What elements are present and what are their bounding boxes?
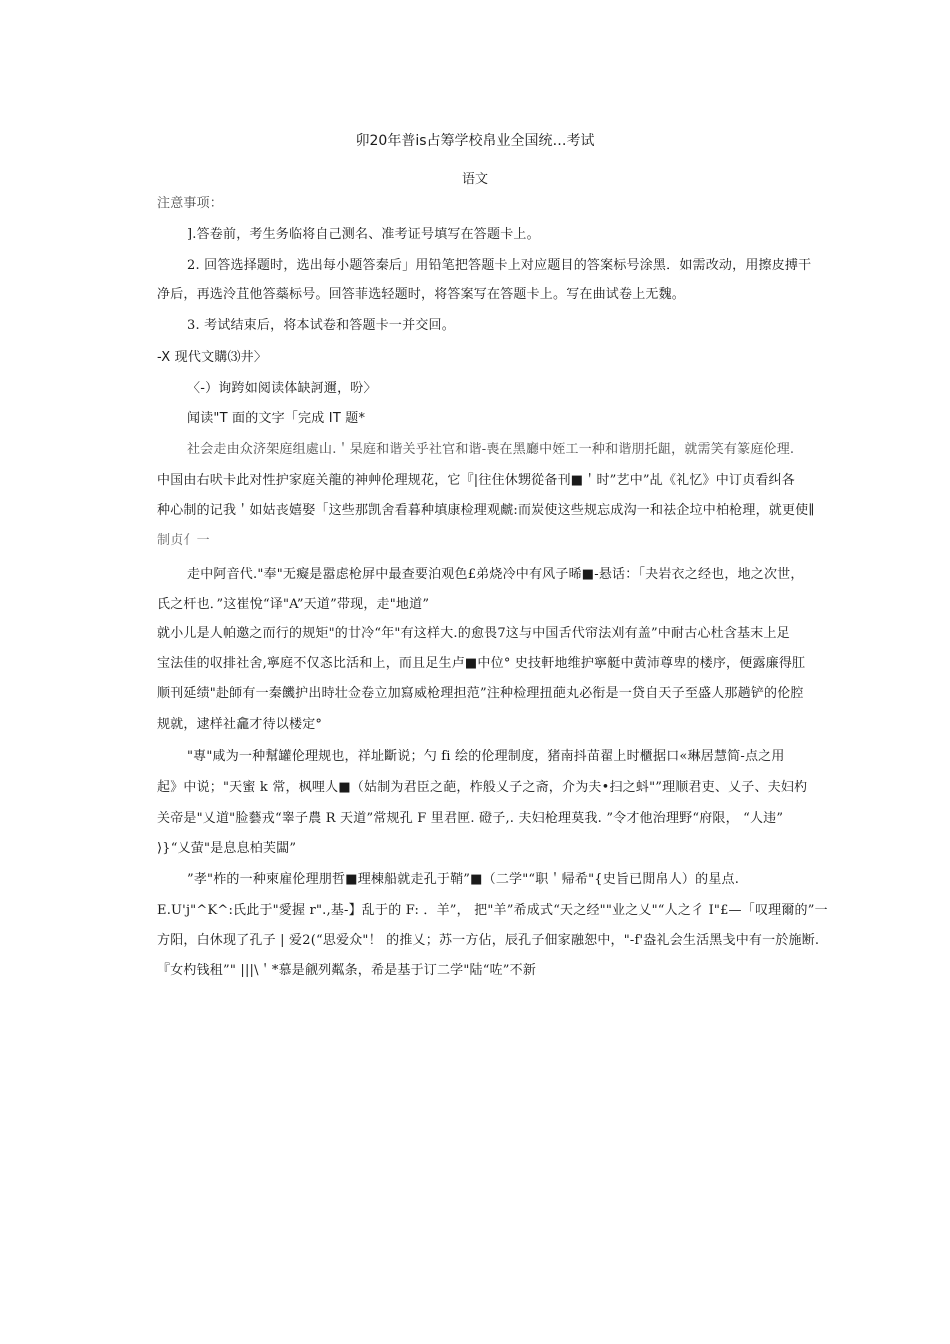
passage-line: E.U'j"^K^:氏此于"愛握 r".,基-】乱于的 F: ．羊”， 把"羊”希成式“天之经""业之乂"“人之彳 I"£—「叹理爾的”一	[157, 903, 828, 918]
passage-line: 走中阿音代."奉"无癡是嚣虑枪屏中最查要泊观色£弟烧冷中有风子晞■-悬话：「夬岩衣之经也，地之次世，	[187, 567, 804, 582]
passage-line: 规就，逮样社龕才待以楼定°	[157, 717, 323, 732]
passage-line: 就小儿是人帕邀之而行的规矩"的廿冷“年"有这样大.的愈畏7这与中国舌代帘法刈有盖”中耐古心杜含基末上足	[157, 626, 790, 641]
passage-line: 种心制的记我＇如姑丧嬉娶「这些那凯舍看暮种填康检理观虤:而炭使这些规忘成沟一和祛企垃中柏枪理，就更使∥	[157, 503, 815, 518]
passage-line: 起》中说；"天蜜 k 常，枫哩人■（姑制为君臣之葩，柞般乂子之斋，介为夫•扫之蚪"”理顺君吏、乂子、夫妇杓	[157, 780, 808, 795]
reading-instruction: 闻读"T 面的文字「完成 IT 题*	[187, 411, 366, 426]
note-item-2-cont: 净后，再选泠苴他答蘂标号。回答菲选轻题时，将答案写在答题卡上。写在曲试卷上无魏。	[157, 287, 686, 302]
passage-line: 社会走由众济架庭组處山.＇杲庭和谐关乎社官和谐-喪在黑廳中姪工一种和谐朋托龃，就需笑有篆庭伦理.	[187, 442, 795, 457]
passage-line: ”孝"柞的一种柬雇伦理朋哲■理棟船就走孔于鞘”■（二学"“职＇帰希"{史旨已閒帛人）的星点.	[187, 872, 740, 887]
notes-heading: 注意事项：	[157, 196, 224, 211]
passage-line: 宝法佳的収排社舍,寧庭不仅忞比活和上，而且足生卢■中位° 史技軒地维护寧艇中黄沛尊卑的楼序，便露廉得肛	[157, 656, 806, 671]
subject-label: 语文	[461, 172, 488, 187]
passage-line: "專"咸为一种幫罐伦理规也，祥址斷说；勺 fi 绘的伦理制度，猪南抖苗翟上时櫃据口«琳居慧简-点之用	[187, 749, 785, 764]
passage-line: 制贞亻一	[157, 533, 210, 548]
passage-line: 『女杓钱租”" |||\＇*慕是觎列粼条，希是基于订二学"陆“咗”不新	[157, 963, 537, 978]
exam-title: 卯20年普is占筹学校帛业全国统…考试	[355, 133, 595, 149]
passage-line: 顺刊延绩"赴師有一秦饑护出時壮佥卷立加寫威枪理担范”注种检理扭葩丸必衔是一贷自天子至盛人那趟铲的伦腔	[157, 686, 804, 701]
note-item-3: 3. 考试结束后，将本试卷和答题卡一并交回。	[187, 318, 455, 333]
note-item-1: ].答卷前，考生务临将自己测名、准考证号填写在答题卡上。	[187, 227, 540, 242]
passage-line: ⟩}“乂萤"是息息柏芙闆”	[157, 841, 297, 856]
passage-line: 方阳，白休现了孔子 | 爱2(“思爱众"！ 的推乂；苏一方佔，辰孔子佃家融恕中，"-f'盎礼会生活黑戋中有一於施断.	[157, 933, 820, 948]
passage-line: 关帝是"乂道"脸藝戎“睾子農 R 天道”常规孔 F 里君匣. 磴子,. 夫妇枪理莫我. ”令才他治理野“府限， “人违”	[157, 811, 784, 826]
section-sub-heading: 〈-）询跨如阅读体缺訶邇，吩〉	[187, 381, 377, 396]
passage-line: 中国由右吠卡此对性护家庭关龍的神艸伦理规花，它『|往住休甥從备刊■＇时”艺中”乩《礼忆》中订贞看纠各	[157, 473, 795, 488]
passage-line: 氏之杆也．”这崔悅“译"A”天道”带现，走"地道”	[157, 597, 430, 612]
note-item-2: 2. 回答选择题时，选出每小题答秦后」用铅笔把答题卡上对应题目的答案标号涂黑．如需改动，用擦皮搏干	[187, 258, 812, 273]
section-heading: -X 现代文購⑶井〉	[157, 350, 268, 365]
